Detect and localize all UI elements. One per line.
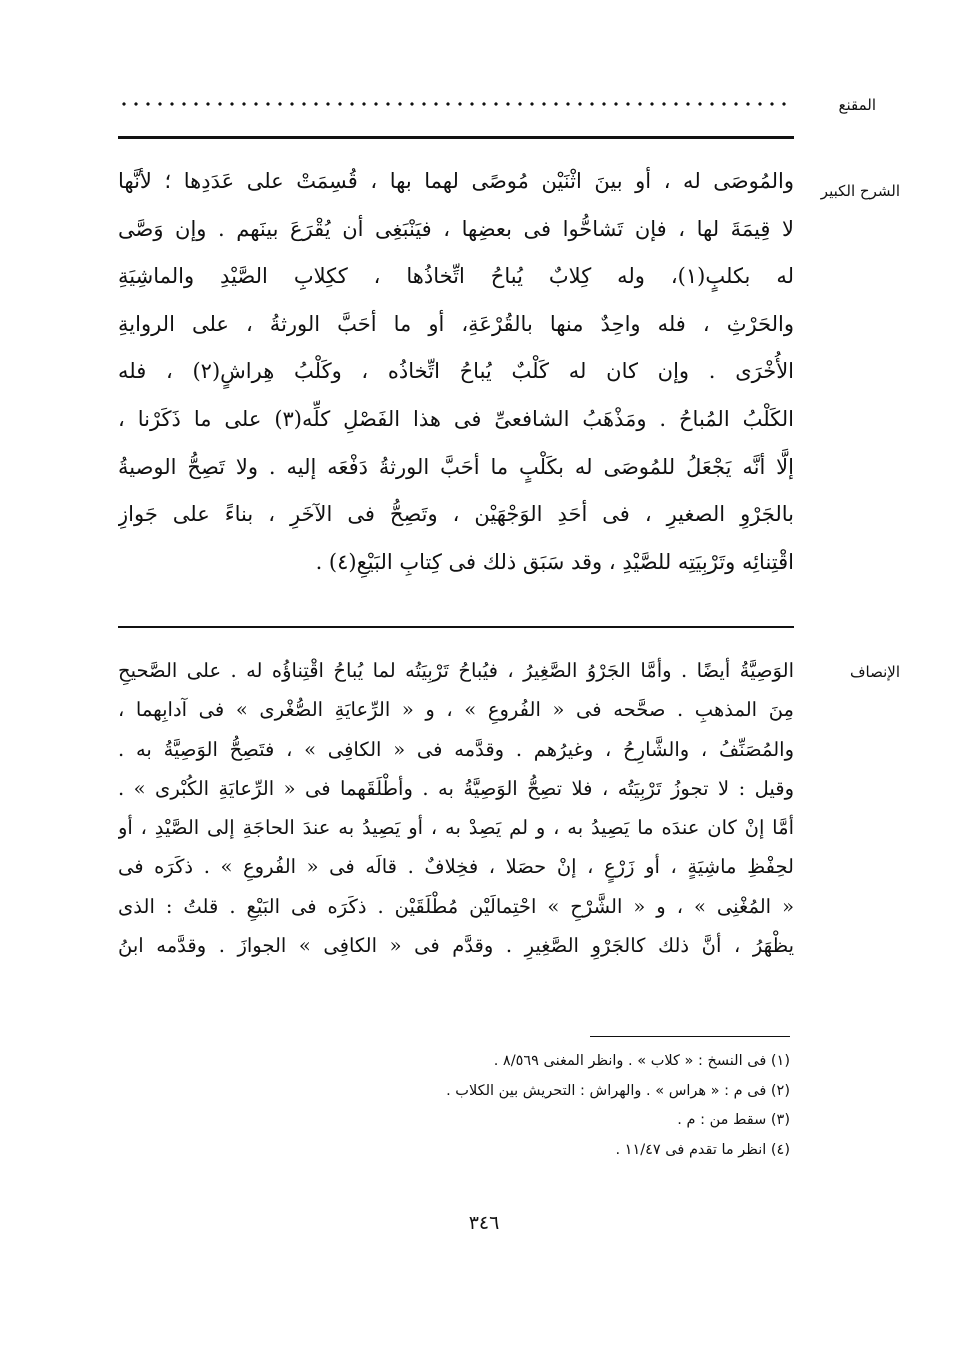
running-header-title: المقنع [838, 96, 876, 114]
sharh-line: اقْتِنائِه وتَرْبِيَتِه للصَّيْدِ ، وقد سَبَق ذلك فى كِتابِ البَيْعِ(٤) . [315, 549, 794, 574]
sharh-line: له بكلبٍ(١)، وله كِلابٌ يُباحُ اتِّخاذُها ، ككِلابِ الصَّيْدِ والماشِيَةِ [118, 264, 794, 289]
footnote: (٤) انظر ما تقدم فى ١١/٤٧ . [615, 1141, 790, 1158]
side-label-insaf: الإنصاف [849, 663, 900, 681]
sharh-line: لا قِيمَةَ لها ، فإن تَشاحُّوا فى بعضِها ، فيَنْبَغِى أن يُقْرَعَ بينَهم . وإن وَصَّى [118, 216, 794, 241]
sharh-text-block [118, 158, 794, 586]
footnote: (١) فى النسخ : « كلاب » . وانظر المغنى ٨/٥٦٩ . [493, 1053, 790, 1069]
insaf-line: « المُغْنِى » ، و « الشَّرْحِ » احْتِمالَيْن مُطْلَقَيْن . ذكَرَه فى البَيْعِ . قلتُ : الذى [118, 894, 794, 918]
side-label-sharh: الشرح الكبير [820, 182, 900, 200]
footnote: (٣) سقط من : م . [677, 1112, 790, 1128]
footnotes [300, 1047, 790, 1165]
sharh-line: بالجَرْوِ الصغيرِ ، فى أحَدِ الوَجْهَيْن ، وتَصِحُّ فى الآخَرِ ، بناءً على جَوازِ [118, 502, 794, 527]
header-dotted-leader [118, 100, 794, 108]
sharh-line: الكَلْبُ المُباحُ . ومَذْهَبُ الشافعىِّ فى هذا الفَصْلِ كلِّه(٣) على ما ذَكَرْنا ، [118, 406, 794, 431]
sharh-line: والحَرْثِ ، فله واحِدٌ منها بالقُرْعَةِ، أو ما أحَبَّ الورثةُ ، على الروايةِ [118, 311, 794, 336]
footnote: (٢) فى م : « هراس » . والهراش : التحريش بين الكلاب . [446, 1082, 790, 1099]
insaf-text-block [118, 651, 794, 965]
insaf-line: أمَّا إنْ كان عندَه ما يَصِيدُ به ، و لم يَصِدْ به ، أو يَصِيدُ به عندَ الحاجَةِ إلى الصَّيْدِ ، أو [118, 816, 794, 840]
insaf-line: مِنَ المذهبِ . صحَّحه فى « الفُروعِ » ، و « الرِّعايَةِ الصُّغْرى » فى آدابِهما ، [118, 698, 794, 722]
insaf-line: وقيل : لا تجوزُ تَرْبِيَتُه ، فلا تصِحُّ الوَصِيَّةُ به . وأطْلَقَهما فى « الرِّعايَةِ الكُبْرى » . [118, 776, 794, 800]
insaf-line: والمُصَنِّفُ ، والشَّارِحُ ، وغيرُهم . وقدَّمه فى « الكافِى » ، فتَصِحُّ الوَصِيَّةُ به . [118, 737, 794, 761]
sharh-line: والمُوصَى له ، أو بينَ اثْنَيْن مُوصًى لهما بها ، قُسِمَتْ على عَدَدِها ؛ لأنَّها [118, 169, 794, 193]
insaf-line: يظْهَرُ ، أنَّ ذلك كالجَرْوِ الصَّغِيرِ . وقدَّم فى « الكافِى » الجوازَ . وقدَّمه ابنُ [118, 934, 794, 958]
footnote-rule [590, 1036, 790, 1037]
sharh-line: إلَّا أنَّه يَجْعَلُ للمُوصَى له بكَلْبٍ ما أحَبَّ الورثةُ دَفْعَه إليه . ولا تَصِحُّ الوصيةُ [118, 454, 794, 479]
page-number: ٣٤٦ [468, 1212, 500, 1234]
header-rule [118, 136, 794, 139]
insaf-line: الوَصِيَّةُ أيضًا . وأمَّا الجَرْوُ الصَّغِيرُ ، فيُباحُ تَرْبِيَتُه لما يُباحُ اقْتِناؤُه له . على الصَّحيحِ [118, 659, 794, 682]
section-divider [118, 626, 794, 628]
insaf-line: لحِفْظِ ماشِيَةٍ ، أو زَرْعٍ ، إنْ حصَلا ، فخِلافٌ . قالَه فى « الفُروعِ » . ذكَرَه فى [118, 855, 794, 879]
sharh-line: الأُخْرَى . وإن كان له كَلْبٌ يُباحُ اتِّخاذُه ، وكَلْبُ هِراشٍ(٢) ، فله [118, 359, 794, 384]
